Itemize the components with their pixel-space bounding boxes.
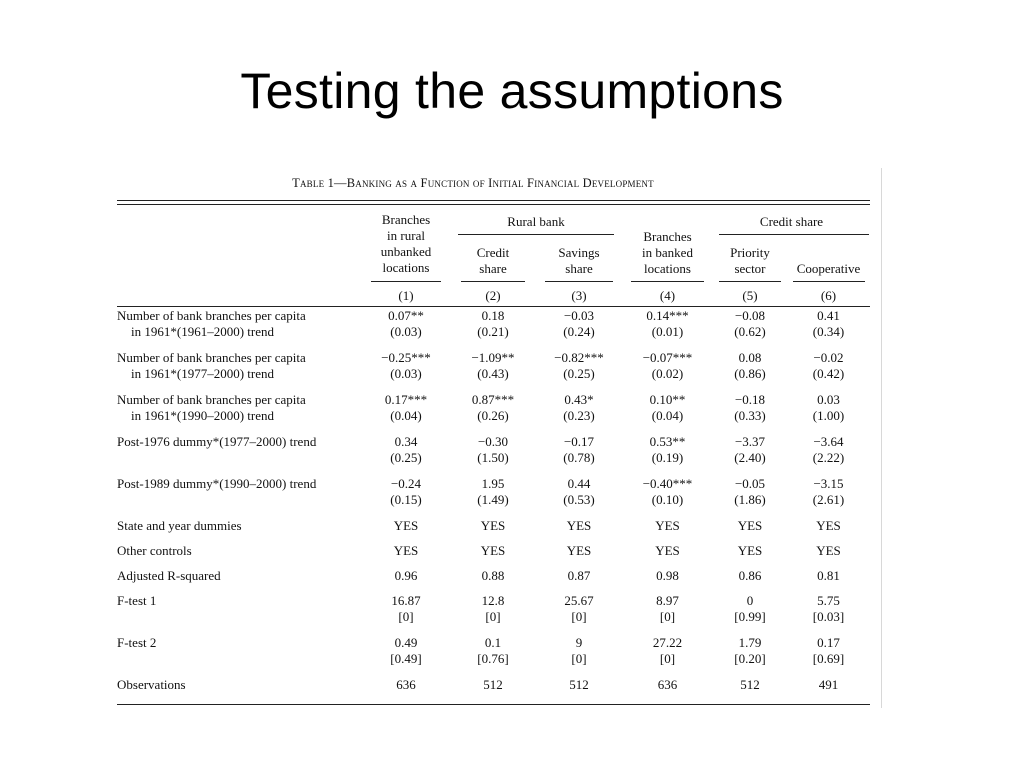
cell-estimate: 1.79 (738, 635, 762, 650)
cell-estimate: 0.18 (481, 308, 505, 323)
table-cell (450, 308, 536, 350)
col-header-2: Credit share (476, 245, 510, 276)
col-number-5: (5) (742, 288, 758, 303)
cell-estimate: 491 (818, 677, 839, 692)
cell-estimate: 8.97 (656, 593, 679, 608)
table-cell (787, 518, 870, 543)
cell-estimate: 25.67 (564, 593, 594, 608)
row-label-line: in 1961*(1961–2000) trend (131, 324, 274, 339)
regression-table-image (113, 168, 882, 708)
table-cell (362, 568, 450, 593)
cell-estimate: YES (655, 543, 680, 558)
table-cell (362, 392, 450, 434)
cell-estimate: 0.17*** (384, 392, 428, 407)
table-cell (713, 677, 787, 703)
cell-estimate: 512 (569, 677, 589, 692)
cell-error: (0.04) (651, 408, 684, 423)
cell-error: (0.62) (734, 324, 766, 339)
cell-error: (1.49) (477, 492, 509, 507)
cell-estimate: 0.10** (649, 392, 686, 407)
table-row (117, 677, 870, 703)
cell-error: [0.49] (390, 651, 422, 666)
cell-estimate: YES (816, 518, 841, 533)
cell-estimate: YES (816, 543, 841, 558)
row-label (117, 350, 362, 392)
cell-estimate: YES (393, 543, 419, 558)
cell-error: (0.03) (390, 324, 422, 339)
cell-estimate: YES (737, 518, 763, 533)
table-cell (622, 476, 713, 518)
table-row (117, 350, 870, 392)
table-cell (787, 568, 870, 593)
rural-bank-rule (458, 234, 614, 235)
cell-error: (2.22) (812, 450, 845, 465)
cell-error: [0.69] (812, 651, 845, 666)
row-label-line: Adjusted R-squared (117, 568, 221, 583)
col-number-1: (1) (398, 288, 414, 303)
col-5-rule (719, 281, 781, 282)
table-cell (787, 635, 870, 677)
col-1-rule (371, 281, 441, 282)
cell-estimate: 0.07** (388, 308, 424, 323)
cell-estimate: 636 (657, 677, 678, 692)
cell-estimate: −3.37 (734, 434, 766, 449)
col-number-6: (6) (820, 288, 837, 303)
cell-estimate: 0.53** (649, 434, 686, 449)
cell-error: (1.00) (812, 408, 845, 423)
cell-estimate: 0.34 (394, 434, 418, 449)
table-row (117, 635, 870, 677)
cell-estimate: −0.03 (563, 308, 595, 323)
cell-error: (0.43) (477, 366, 509, 381)
row-label-line: Other controls (117, 543, 192, 558)
table-cell (450, 476, 536, 518)
table-cell (787, 434, 870, 476)
cell-error: (2.40) (734, 450, 766, 465)
cell-error: (0.01) (651, 324, 684, 339)
cell-estimate: −0.18 (734, 392, 766, 407)
cell-estimate: 0.08 (738, 350, 762, 365)
table-cell (362, 593, 450, 635)
cell-estimate: 0.49 (394, 635, 418, 650)
col-3-rule (545, 281, 613, 282)
table-cell (713, 308, 787, 350)
col-number-2: (2) (485, 288, 501, 303)
row-label-line: Observations (117, 677, 186, 692)
cell-error: (1.86) (734, 492, 766, 507)
cell-estimate: 0.87 (567, 568, 591, 583)
table-cell (622, 308, 713, 350)
cell-estimate: 0 (746, 593, 754, 608)
cell-error: (0.33) (734, 408, 766, 423)
cell-estimate: −0.17 (563, 434, 595, 449)
row-label (117, 593, 362, 635)
table-cell (787, 308, 870, 350)
cell-estimate: −0.24 (390, 476, 422, 491)
row-label-line: Number of bank branches per capita (117, 350, 306, 365)
table-cell (362, 434, 450, 476)
cell-estimate: 0.87*** (471, 392, 515, 407)
table-cell (450, 677, 536, 703)
cell-estimate: −3.15 (813, 476, 844, 491)
table-caption: Table 1—Banking as a Function of Initial Financial Development (292, 176, 654, 190)
row-label-line: Post-1976 dummy*(1977–2000) trend (117, 434, 317, 449)
table-cell (622, 568, 713, 593)
cell-error: (0.42) (812, 366, 845, 381)
col-header-6: Cooperative (796, 261, 861, 276)
cell-error: (0.86) (734, 366, 766, 381)
table-cell (713, 593, 787, 635)
table-cell (713, 518, 787, 543)
col-header-1: Branches in rural unbanked locations (380, 212, 432, 275)
table-cell (622, 543, 713, 568)
cell-error: (0.19) (651, 450, 684, 465)
group-header-credit-share: Credit share (759, 214, 824, 229)
col-header-5: Priority sector (730, 245, 770, 276)
table-row (117, 476, 870, 518)
table-cell (362, 476, 450, 518)
row-label-line: in 1961*(1977–2000) trend (131, 366, 274, 381)
cell-error: [0] (398, 609, 414, 624)
cell-estimate: 0.44 (567, 476, 591, 491)
cell-error: (0.25) (390, 450, 422, 465)
cell-error: (0.02) (651, 366, 684, 381)
results-table (117, 308, 870, 703)
row-label (117, 308, 362, 350)
table-cell (536, 677, 622, 703)
cell-estimate: 0.03 (817, 392, 840, 407)
table-cell (536, 350, 622, 392)
bottom-rule (117, 704, 870, 705)
table-cell (362, 518, 450, 543)
cell-estimate: YES (480, 543, 506, 558)
cell-error: (0.78) (563, 450, 595, 465)
cell-estimate: YES (566, 543, 592, 558)
col-6-rule (793, 281, 865, 282)
credit-share-rule (719, 234, 869, 235)
row-label (117, 677, 362, 703)
cell-error: (0.04) (390, 408, 422, 423)
cell-error: (0.15) (390, 492, 422, 507)
row-label (117, 392, 362, 434)
table-cell (787, 543, 870, 568)
table-cell (536, 308, 622, 350)
row-label-line: F-test 1 (117, 593, 157, 608)
table-cell (536, 518, 622, 543)
table-cell (622, 635, 713, 677)
cell-estimate: −3.64 (813, 434, 844, 449)
top-rule-inner (117, 204, 870, 205)
table-cell (450, 568, 536, 593)
cell-estimate: −0.30 (477, 434, 509, 449)
row-label (117, 543, 362, 568)
cell-error: (0.34) (812, 324, 845, 339)
table-cell (362, 350, 450, 392)
cell-estimate: 512 (740, 677, 760, 692)
table-cell (622, 350, 713, 392)
table-cell (713, 434, 787, 476)
cell-estimate: 0.14*** (646, 308, 689, 323)
cell-error: [0.76] (477, 651, 509, 666)
cell-estimate: YES (655, 518, 680, 533)
cell-estimate: −0.07*** (642, 350, 693, 365)
header-bottom-rule (117, 306, 870, 307)
table-cell (362, 308, 450, 350)
cell-estimate: 0.1 (484, 635, 502, 650)
cell-error: (2.61) (812, 492, 845, 507)
col-header-3: Savings share (558, 245, 600, 276)
cell-estimate: 0.86 (738, 568, 762, 583)
table-cell (536, 593, 622, 635)
cell-estimate: −0.40*** (642, 476, 693, 491)
cell-estimate: YES (393, 518, 419, 533)
table-cell (787, 677, 870, 703)
cell-error: [0.03] (812, 609, 845, 624)
cell-error: [0] (571, 609, 587, 624)
row-label-line: Post-1989 dummy*(1990–2000) trend (117, 476, 317, 491)
table-cell (450, 518, 536, 543)
cell-estimate: 1.95 (481, 476, 505, 491)
table-cell (450, 392, 536, 434)
cell-error: [0.20] (734, 651, 766, 666)
table-cell (450, 635, 536, 677)
cell-estimate: 0.88 (481, 568, 505, 583)
cell-error: (0.03) (390, 366, 422, 381)
row-label (117, 568, 362, 593)
cell-error: [0.99] (734, 609, 766, 624)
table-cell (362, 635, 450, 677)
row-label-line: Number of bank branches per capita (117, 392, 306, 407)
table-cell (536, 476, 622, 518)
row-label-line: State and year dummies (117, 518, 242, 533)
cell-error: (0.10) (651, 492, 684, 507)
table-row (117, 543, 870, 568)
cell-estimate: 636 (396, 677, 416, 692)
table-cell (713, 350, 787, 392)
cell-estimate: 0.98 (656, 568, 679, 583)
group-header-rural-bank: Rural bank (507, 214, 565, 229)
cell-error: (0.21) (477, 324, 509, 339)
table-row (117, 392, 870, 434)
cell-estimate: YES (480, 518, 506, 533)
table-cell (713, 476, 787, 518)
cell-error: (1.50) (477, 450, 509, 465)
cell-error: (0.24) (563, 324, 595, 339)
cell-estimate: YES (566, 518, 592, 533)
table-cell (787, 593, 870, 635)
cell-estimate: YES (737, 543, 763, 558)
cell-error: (0.23) (563, 408, 595, 423)
table-cell (536, 543, 622, 568)
table-cell (622, 593, 713, 635)
col-number-4: (4) (659, 288, 676, 303)
table-row (117, 568, 870, 593)
table-cell (713, 635, 787, 677)
row-label-line: Number of bank branches per capita (117, 308, 306, 323)
cell-estimate: 512 (483, 677, 503, 692)
cell-estimate: 0.96 (394, 568, 418, 583)
table-cell (536, 635, 622, 677)
table-cell (622, 518, 713, 543)
cell-error: (0.25) (563, 366, 595, 381)
table-row (117, 593, 870, 635)
cell-estimate: 0.41 (817, 308, 840, 323)
table-cell (787, 350, 870, 392)
table-cell (713, 392, 787, 434)
table-cell (450, 434, 536, 476)
top-rule (117, 200, 870, 201)
cell-estimate: 27.22 (652, 635, 683, 650)
table-cell (362, 677, 450, 703)
slide-title: Testing the assumptions (240, 63, 784, 119)
cell-error: [0] (485, 609, 501, 624)
table-row (117, 434, 870, 476)
cell-error: (0.26) (477, 408, 509, 423)
cell-estimate: 0.81 (817, 568, 840, 583)
cell-estimate: −0.08 (734, 308, 766, 323)
table-cell (622, 434, 713, 476)
table-cell (362, 543, 450, 568)
table-cell (450, 350, 536, 392)
cell-estimate: 16.87 (391, 593, 421, 608)
cell-error: [0] (571, 651, 587, 666)
row-label (117, 434, 362, 476)
cell-estimate: 12.8 (481, 593, 505, 608)
cell-estimate: −0.02 (813, 350, 844, 365)
row-label-line: F-test 2 (117, 635, 157, 650)
table-cell (713, 543, 787, 568)
cell-error: (0.53) (563, 492, 595, 507)
col-4-rule (631, 281, 704, 282)
table-cell (536, 434, 622, 476)
col-number-3: (3) (571, 288, 587, 303)
cell-estimate: −0.82*** (554, 350, 604, 365)
cell-estimate: −0.05 (734, 476, 766, 491)
table-row (117, 518, 870, 543)
table-cell (536, 568, 622, 593)
table-cell (536, 392, 622, 434)
cell-estimate: 9 (575, 635, 583, 650)
table-cell (450, 543, 536, 568)
table-cell (622, 677, 713, 703)
cell-estimate: 0.43* (564, 392, 594, 407)
cell-error: [0] (659, 651, 676, 666)
table-cell (713, 568, 787, 593)
cell-estimate: −0.25*** (381, 350, 431, 365)
cell-estimate: 0.17 (817, 635, 840, 650)
col-header-4: Branches in banked locations (642, 229, 693, 276)
table-cell (450, 593, 536, 635)
table-row (117, 308, 870, 350)
row-label (117, 518, 362, 543)
table-cell (787, 392, 870, 434)
cell-error: [0] (659, 609, 676, 624)
cell-estimate: −1.09** (471, 350, 515, 365)
table-cell (787, 476, 870, 518)
table-cell (622, 392, 713, 434)
cell-estimate: 5.75 (817, 593, 840, 608)
col-2-rule (461, 281, 525, 282)
row-label-line: in 1961*(1990–2000) trend (131, 408, 274, 423)
row-label (117, 635, 362, 677)
row-label (117, 476, 362, 518)
